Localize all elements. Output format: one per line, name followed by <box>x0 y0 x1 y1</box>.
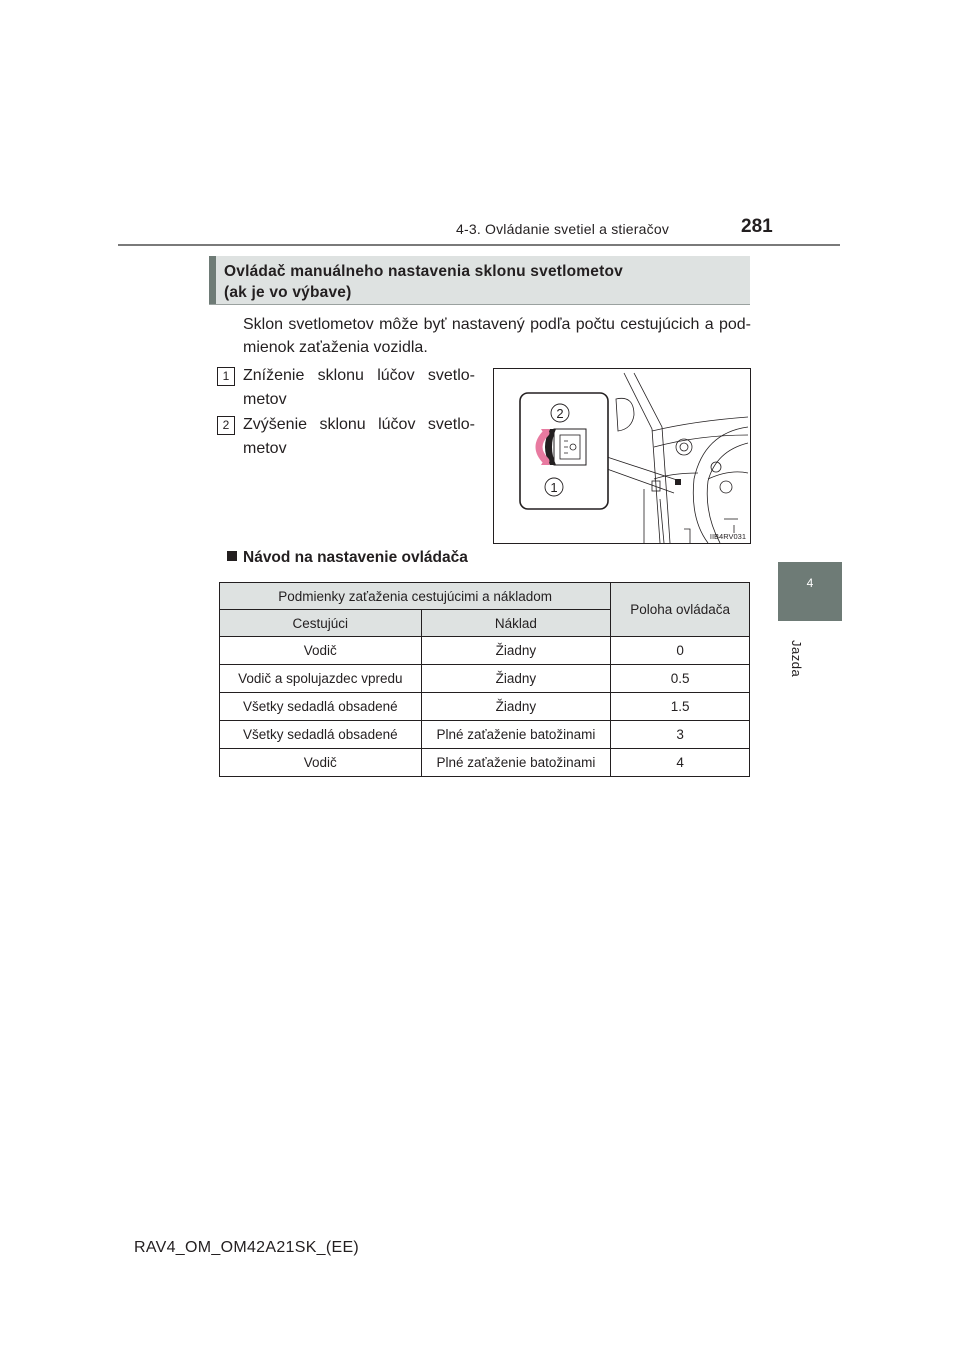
position-cell: 0 <box>611 637 750 665</box>
cargo-cell: Žiadny <box>421 665 611 693</box>
subheading <box>227 549 468 567</box>
item-text: Zníženie sklonu lúčov svetlo-metov <box>243 367 475 408</box>
heading-accent-bar <box>209 256 216 304</box>
chapter-number: 4 <box>806 576 814 590</box>
item-number: 2 <box>217 416 235 435</box>
callout-1: 1 <box>550 480 558 495</box>
callout-2: 2 <box>556 406 564 421</box>
passengers-cell: Všetky sedadlá obsadené <box>220 693 422 721</box>
dial-position-header: Poloha ovládača <box>611 583 750 637</box>
passengers-cell: Vodič a spolujazdec vpredu <box>220 665 422 693</box>
cargo-cell: Plné zaťaženie batožinami <box>421 721 611 749</box>
dashboard-illustration <box>493 368 751 544</box>
cargo-header: Náklad <box>421 610 611 637</box>
subheading-text: Návod na nastavenie ovládača <box>243 549 468 566</box>
position-cell: 4 <box>611 749 750 777</box>
cargo-cell: Žiadny <box>421 693 611 721</box>
table-row <box>220 693 750 721</box>
chapter-tab <box>778 562 842 621</box>
cargo-cell: Plné zaťaženie batožinami <box>421 749 611 777</box>
passengers-cell: Všetky sedadlá obsadené <box>220 721 422 749</box>
figure-code: IIB4RV031 <box>709 532 746 541</box>
position-cell: 1.5 <box>611 693 750 721</box>
page-number: 281 <box>741 216 773 237</box>
heading-underline <box>209 304 750 305</box>
list-item <box>217 413 475 461</box>
passengers-cell: Vodič <box>220 749 422 777</box>
table-row <box>220 749 750 777</box>
heading-text <box>224 261 623 303</box>
list-item <box>217 364 475 412</box>
position-cell: 0.5 <box>611 665 750 693</box>
cargo-cell: Žiadny <box>421 637 611 665</box>
load-table <box>219 582 750 777</box>
table-row <box>220 665 750 693</box>
heading-line-1: Ovládač manuálneho nastavenia sklonu svetlometov <box>224 263 623 280</box>
table-row <box>220 637 750 665</box>
item-number: 1 <box>217 367 235 386</box>
heading-line-2: (ak je vo výbave) <box>224 284 352 301</box>
intro-paragraph: Sklon svetlometov môže byť nastavený podľa počtu cestujúcich a pod-mienok zaťaženia vozidla. <box>243 316 751 356</box>
passengers-header: Cestujúci <box>220 610 422 637</box>
document-code: RAV4_OM_OM42A21SK_(EE) <box>134 1239 360 1256</box>
square-bullet-icon <box>227 551 237 561</box>
position-cell: 3 <box>611 721 750 749</box>
headlight-leveling-dial-illustration <box>494 369 750 543</box>
load-conditions-header: Podmienky zaťaženia cestujúcimi a nákladom <box>220 583 611 610</box>
table-header-row <box>220 583 750 610</box>
header-rule <box>118 244 840 246</box>
section-heading <box>209 256 750 304</box>
chapter-label: Jazda <box>789 640 804 678</box>
item-text: Zvýšenie sklonu lúčov svetlo-metov <box>243 416 475 457</box>
section-title: 4-3. Ovládanie svetiel a stieračov <box>456 221 670 237</box>
passengers-cell: Vodič <box>220 637 422 665</box>
table-row <box>220 721 750 749</box>
